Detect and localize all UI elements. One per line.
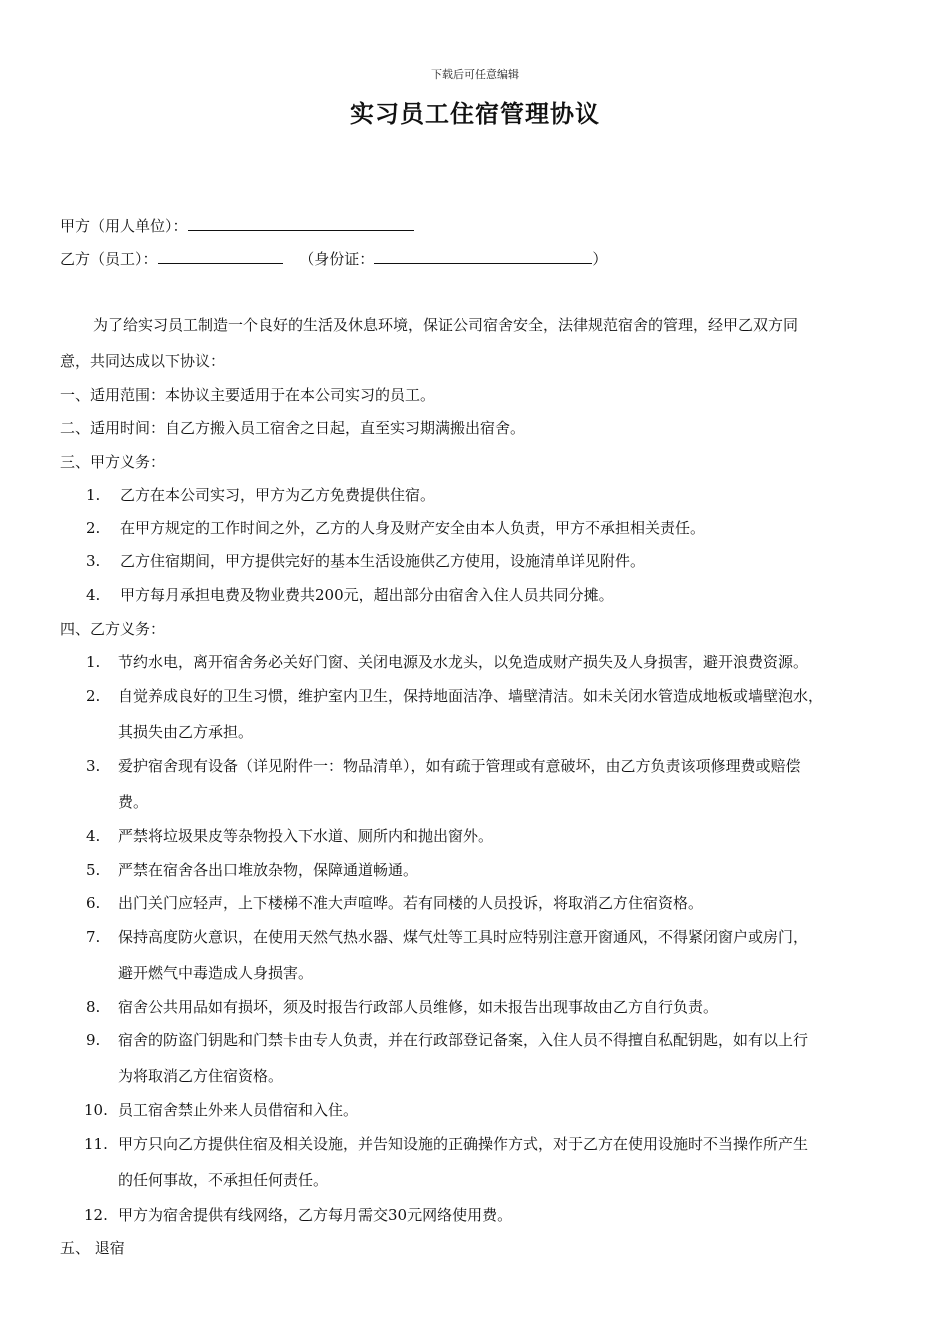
- section-3-item-text: 甲方每月承担电费及物业费共200元，超出部分由宿舍入住人员共同分摊。: [120, 586, 614, 604]
- party-a-line: [60, 214, 414, 236]
- section-3-item-text: 乙方住宿期间，甲方提供完好的基本生活设施供乙方使用，设施清单详见附件。: [120, 552, 646, 570]
- section-4-item-text: 严禁将垃圾果皮等杂物投入下水道、厕所内和抛出窗外。: [118, 827, 494, 845]
- section-4-item-number: 4.: [86, 827, 101, 845]
- section-3-heading: 三、甲方义务：: [60, 453, 166, 471]
- section-4-item-number: 7.: [86, 928, 101, 946]
- section-4-item-text: 自觉养成良好的卫生习惯，维护室内卫生，保持地面洁净、墙壁清洁。如未关闭水管造成地板或墙壁泡水，: [118, 687, 824, 705]
- section-4-item-text-continued: 为将取消乙方住宿资格。: [118, 1067, 284, 1085]
- section-2: 二、适用时间：自乙方搬入员工宿舍之日起，直至实习期满搬出宿舍。: [60, 419, 526, 437]
- section-3-item-text: 在甲方规定的工作时间之外，乙方的人身及财产安全由本人负责，甲方不承担相关责任。: [120, 519, 706, 537]
- party-b-blank[interactable]: [158, 247, 283, 264]
- section-4-item-number: 9.: [86, 1031, 101, 1049]
- section-4-item-number: 10.: [84, 1101, 108, 1119]
- section-4-heading: 四、乙方义务：: [60, 620, 166, 638]
- party-b-label: 乙方（员工）：: [60, 250, 158, 268]
- section-4-item-number: 1.: [86, 653, 101, 671]
- header-note: 下载后可任意编辑: [431, 68, 519, 81]
- id-label-close: ）: [592, 250, 608, 268]
- party-b-line: [60, 247, 607, 269]
- section-3-item-number: 3.: [86, 552, 101, 570]
- document-title: 实习员工住宿管理协议: [350, 100, 600, 128]
- section-4-item-text-continued: 其损失由乙方承担。: [118, 723, 254, 741]
- section-4-item-text: 保持高度防火意识，在使用天然气热水器、煤气灶等工具时应特别注意开窗通风，不得紧闭窗户或房门，: [118, 928, 809, 946]
- section-4-item-text: 员工宿舍禁止外来人员借宿和入住。: [118, 1101, 359, 1119]
- section-4-item-text: 节约水电，离开宿舍务必关好门窗、关闭电源及水龙头，以免造成财产损失及人身损害，避开浪费资源。: [118, 653, 809, 671]
- section-4-item-text: 甲方只向乙方提供住宿及相关设施，并告知设施的正确操作方式，对于乙方在使用设施时不当操作所产生: [118, 1135, 809, 1153]
- section-4-item-number: 2.: [86, 687, 101, 705]
- section-4-item-text: 宿舍的防盗门钥匙和门禁卡由专人负责，并在行政部登记备案，入住人员不得擅自私配钥匙，如有以上行: [118, 1031, 809, 1049]
- section-3-item-number: 1.: [86, 486, 101, 504]
- section-4-item-text-continued: 费。: [118, 793, 149, 811]
- party-a-blank[interactable]: [188, 214, 414, 231]
- section-3-item-number: 2.: [86, 519, 101, 537]
- section-4-item-number: 5.: [86, 861, 101, 879]
- section-1: 一、适用范围：本协议主要适用于在本公司实习的员工。: [60, 386, 436, 404]
- section-4-item-text: 甲方为宿舍提供有线网络，乙方每月需交30元网络使用费。: [118, 1206, 513, 1224]
- section-4-item-text: 严禁在宿舍各出口堆放杂物，保障通道畅通。: [118, 861, 419, 879]
- section-4-item-text: 爱护宿舍现有设备（详见附件一：物品清单），如有疏于管理或有意破坏，由乙方负责该项修理费或赔偿: [118, 757, 801, 775]
- section-4-item-text-continued: 避开燃气中毒造成人身损害。: [118, 964, 314, 982]
- section-4-item-text-continued: 的任何事故，不承担任何责任。: [118, 1171, 329, 1189]
- id-label: （身份证：: [299, 250, 375, 268]
- section-4-item-number: 11.: [84, 1135, 108, 1153]
- section-4-item-number: 6.: [86, 894, 101, 912]
- section-4-item-text: 出门关门应轻声，上下楼梯不准大声喧哗。若有同楼的人员投诉，将取消乙方住宿资格。: [118, 894, 704, 912]
- section-4-item-number: 3.: [86, 757, 101, 775]
- intro-line-1: 为了给实习员工制造一个良好的生活及休息环境，保证公司宿舍安全，法律规范宿舍的管理，经甲乙双方同: [93, 316, 799, 334]
- section-3-item-text: 乙方在本公司实习，甲方为乙方免费提供住宿。: [120, 486, 436, 504]
- section-5-heading: 五、 退宿: [60, 1239, 125, 1257]
- section-4-item-number: 12.: [84, 1206, 108, 1224]
- section-4-item-number: 8.: [86, 998, 101, 1016]
- section-3-item-number: 4.: [86, 586, 101, 604]
- id-number-blank[interactable]: [374, 247, 592, 264]
- intro-line-2: 意，共同达成以下协议：: [60, 352, 226, 370]
- party-a-label: 甲方（用人单位）：: [60, 217, 188, 235]
- section-4-item-text: 宿舍公共用品如有损坏，须及时报告行政部人员维修，如未报告出现事故由乙方自行负责。: [118, 998, 719, 1016]
